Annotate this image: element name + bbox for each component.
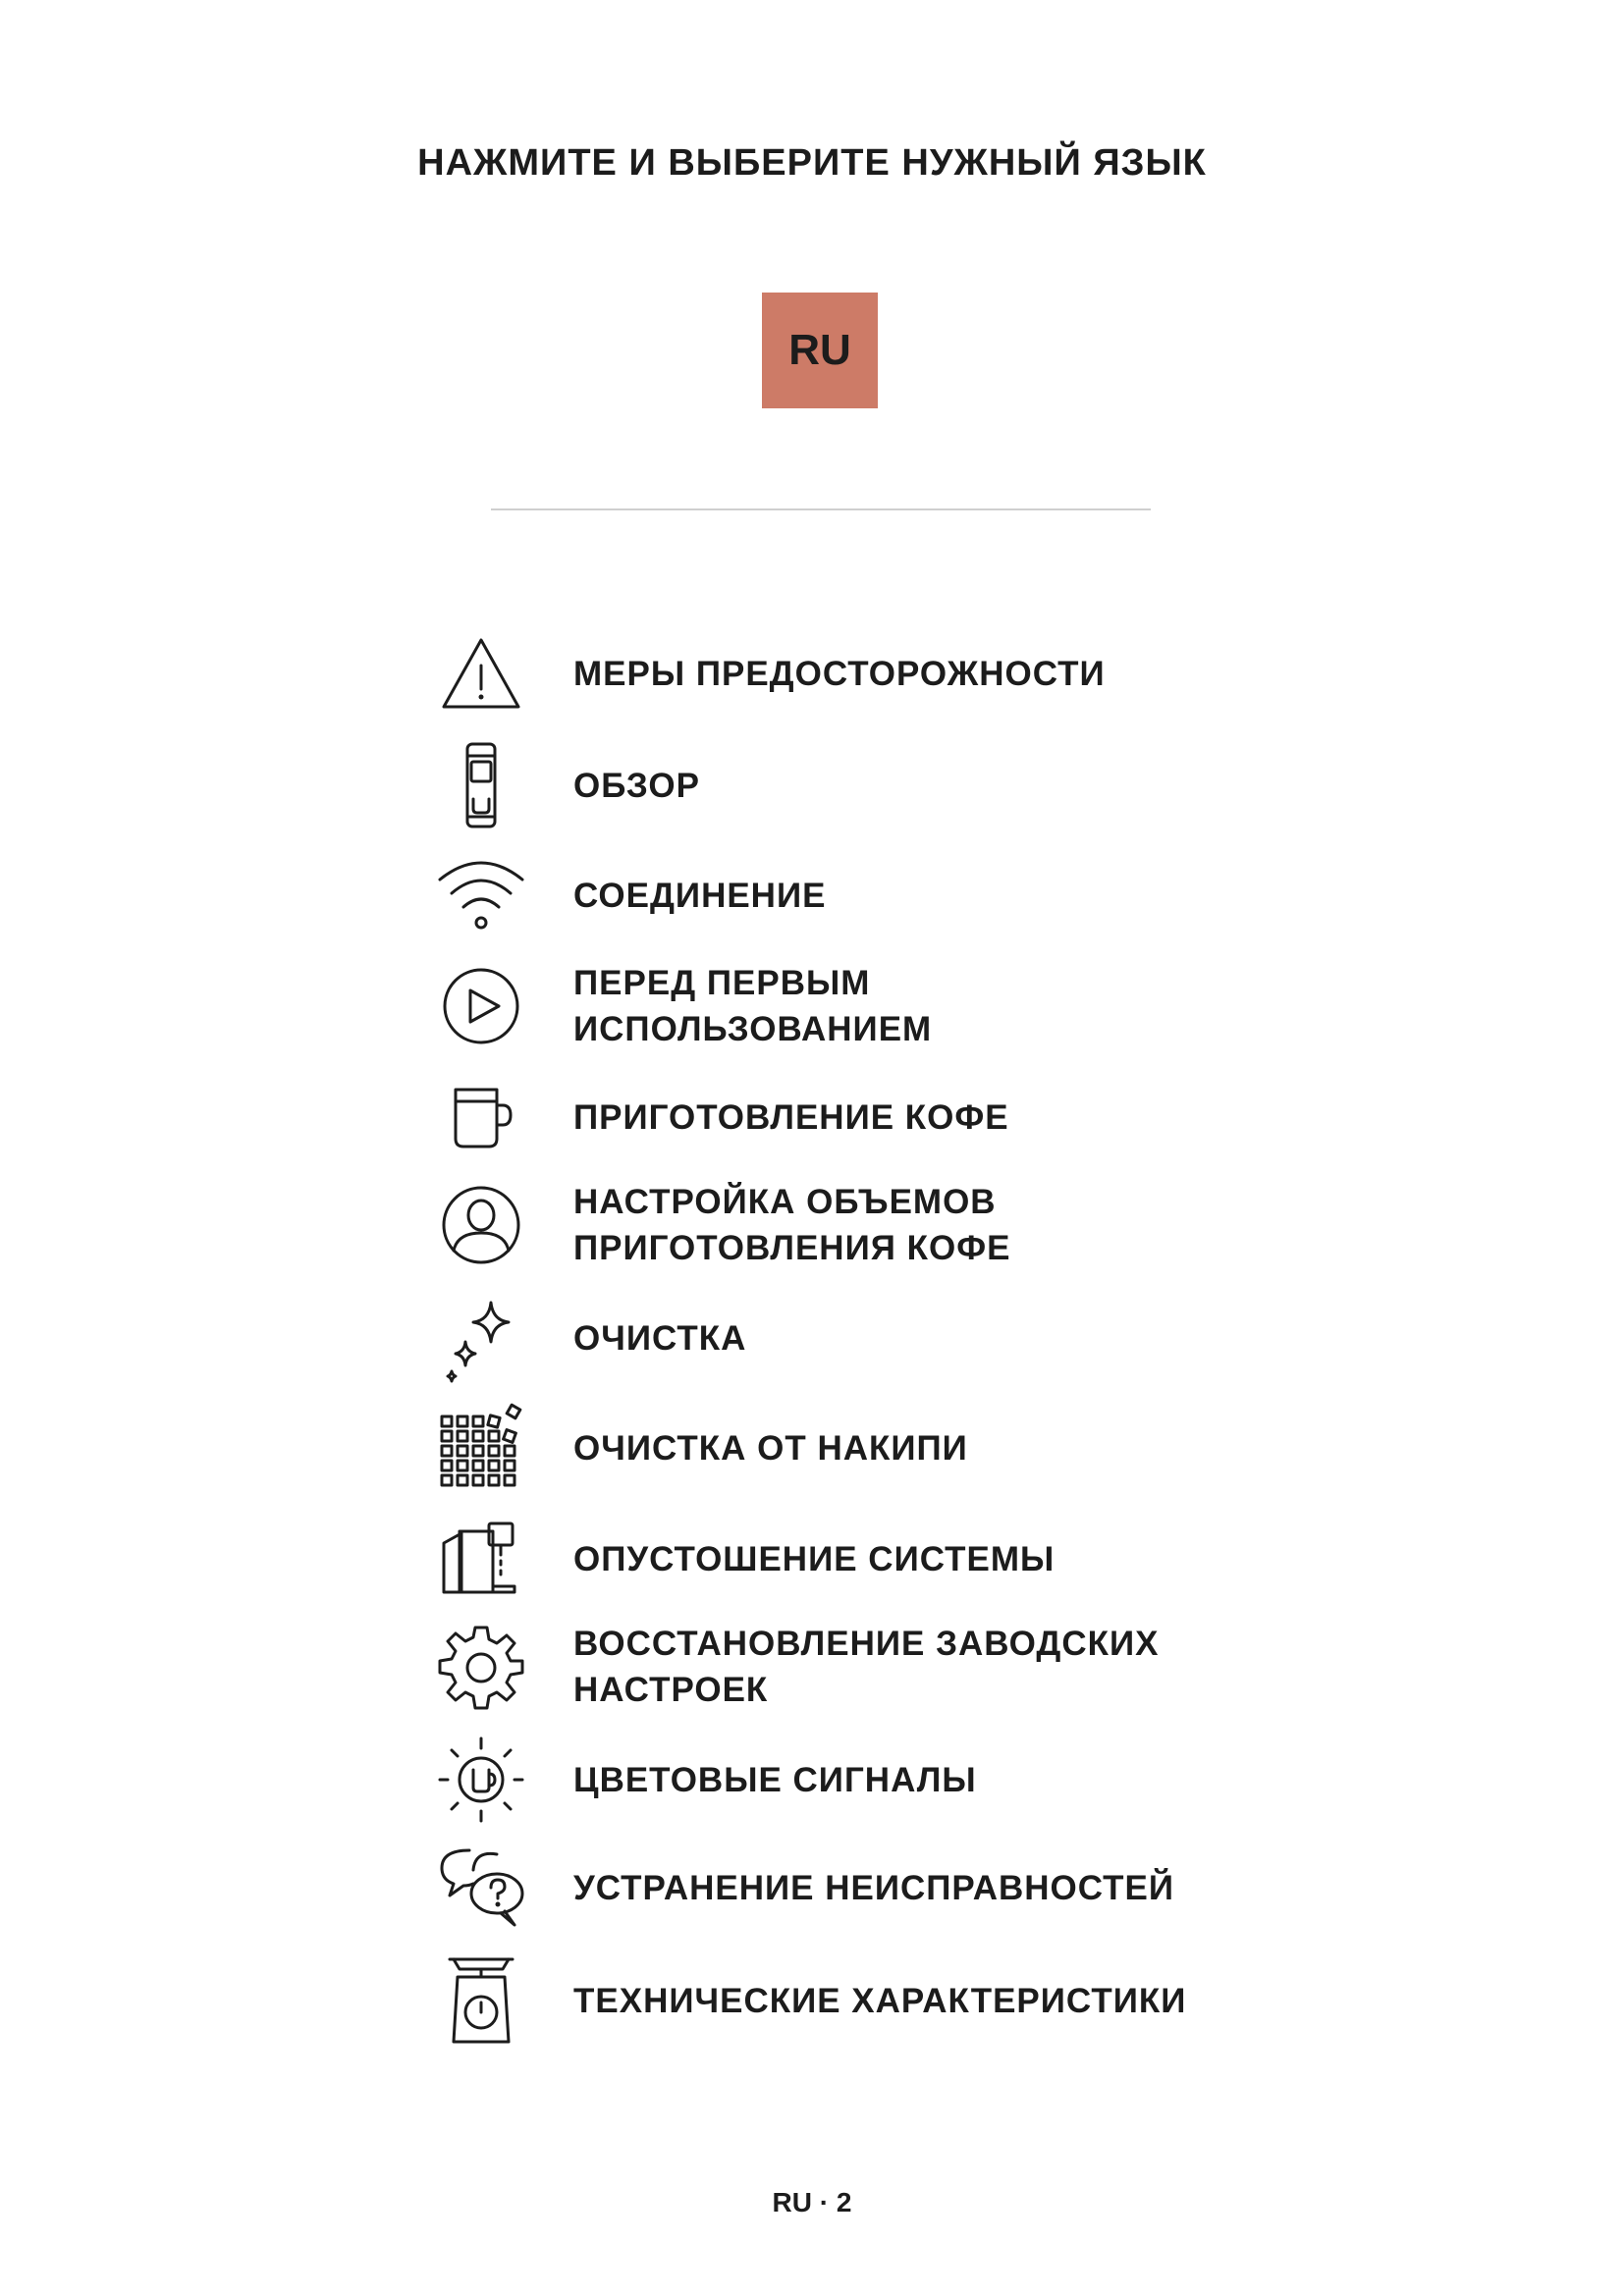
toc-item-troubleshooting[interactable] [432,1839,1237,1937]
toc-item-specifications[interactable] [432,1951,1237,2050]
language-button-ru[interactable] [762,293,878,408]
light-signal-icon [432,1731,530,1829]
play-circle-icon [432,957,530,1055]
mug-icon [432,1068,530,1166]
toc-item-overview[interactable] [432,736,1237,834]
toc-item-label: СОЕДИНЕНИЕ [573,876,827,915]
toc-item-label: ОЧИСТКА [573,1318,747,1358]
toc-item-emptying[interactable] [432,1510,1237,1608]
toc-item-descaling[interactable] [432,1399,1237,1497]
toc-item-label: ЦВЕТОВЫЕ СИГНАЛЫ [573,1760,977,1799]
toc-item-label: УСТРАНЕНИЕ НЕИСПРАВНОСТЕЙ [573,1868,1175,1907]
page-number: RU · 2 [772,2187,852,2217]
gear-icon [432,1618,530,1716]
coffee-machine-icon [432,736,530,834]
sparkle-icon [432,1289,530,1387]
toc-item-label: ОПУСТОШЕНИЕ СИСТЕМЫ [573,1539,1056,1578]
toc-item-label: ВОССТАНОВЛЕНИЕ ЗАВОДСКИХ НАСТРОЕК [573,1625,1160,1709]
toc-item-connection[interactable] [432,846,1237,944]
warning-triangle-icon [432,624,530,722]
toc-item-volume-settings[interactable] [432,1176,1237,1274]
toc-item-label: ПЕРЕД ПЕРВЫМ ИСПОЛЬЗОВАНИЕМ [573,964,933,1048]
toc-item-first-use[interactable] [432,957,1237,1055]
toc-item-label: ПРИГОТОВЛЕНИЕ КОФЕ [573,1097,1009,1137]
language-label: RU [788,326,851,374]
speech-bubbles-question-icon [432,1839,530,1937]
toc-item-factory-reset[interactable] [432,1618,1237,1716]
toc-item-safety[interactable] [432,624,1237,722]
toc-item-color-signals[interactable] [432,1731,1237,1829]
wifi-icon [432,846,530,944]
toc-item-label: ТЕХНИЧЕСКИЕ ХАРАКТЕРИСТИКИ [573,1981,1187,2020]
user-profile-icon [432,1176,530,1274]
page-title: НАЖМИТЕ И ВЫБЕРИТЕ НУЖНЫЙ ЯЗЫК [417,142,1207,184]
toc-item-label: ОЧИСТКА ОТ НАКИПИ [573,1428,968,1468]
toc-item-coffee-preparation[interactable] [432,1068,1237,1166]
toc-item-label: ОБЗОР [573,766,700,805]
emptying-system-icon [432,1510,530,1608]
descaling-grid-icon [432,1399,530,1497]
toc-item-label: НАСТРОЙКА ОБЪЕМОВ ПРИГОТОВЛЕНИЯ КОФЕ [573,1183,1011,1267]
divider [491,508,1151,510]
toc-item-label: МЕРЫ ПРЕДОСТОРОЖНОСТИ [573,654,1106,693]
scale-icon [432,1951,530,2050]
toc-item-cleaning[interactable] [432,1289,1237,1387]
